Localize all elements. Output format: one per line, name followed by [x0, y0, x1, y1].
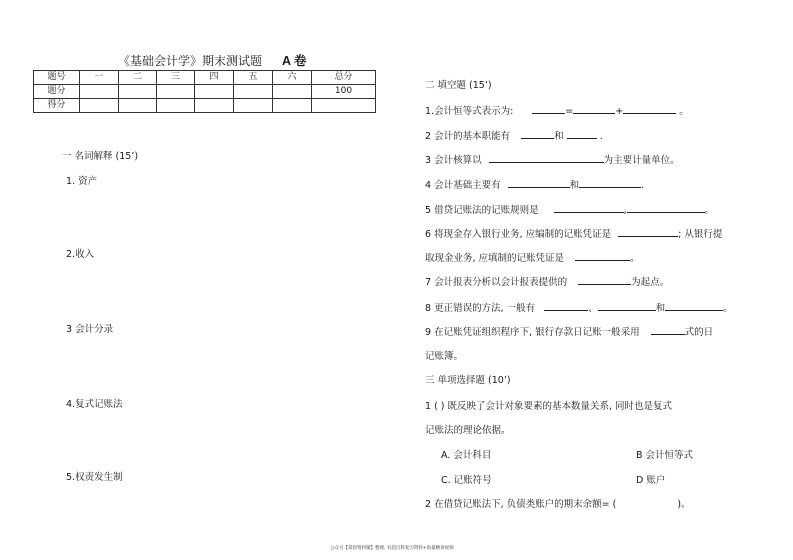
table-cell: 得分: [34, 99, 80, 113]
answer-blank[interactable]: [665, 301, 723, 311]
section2-heading-text: 二 填空题 (15’): [425, 80, 492, 91]
question-text: 1.会计恒等式表示为:: [425, 106, 514, 117]
answer-blank[interactable]: [532, 104, 565, 114]
question-text: 。: [630, 253, 640, 264]
answer-blank[interactable]: [598, 301, 656, 311]
question-text: 6 将现金存入银行业务, 应编制的记账凭证是: [425, 229, 612, 240]
fill-question-1: [425, 103, 689, 117]
fill-question-5: [425, 202, 714, 216]
section1-heading: 一 名词解释 (15’): [62, 151, 139, 162]
question-text: 4 会计基础主要有: [425, 180, 501, 191]
question-text: 为主要计量单位。: [603, 155, 680, 166]
answer-blank[interactable]: [554, 203, 624, 213]
exam-title-main: 《基础会计学》期末测试题: [118, 54, 263, 68]
fill-question-9-cont: [425, 348, 463, 362]
section2-heading: [425, 77, 492, 91]
section3-heading-text: 三 单项选择题 (10’): [425, 375, 511, 386]
question-text: ,: [623, 205, 627, 216]
question-text: ; 从银行提: [678, 229, 723, 240]
answer-blank[interactable]: [579, 178, 641, 188]
exam-variant: A 卷: [282, 54, 307, 68]
question-text: 8 更正错误的方法, 一般有: [425, 303, 536, 314]
answer-blank[interactable]: [623, 104, 676, 114]
question-text: 2 在借贷记账法下, 负债类账户的期末余额= (: [425, 499, 617, 510]
table-cell: [157, 99, 195, 113]
fill-question-6: [425, 226, 722, 240]
question-text: 3 会计核算以: [425, 155, 482, 166]
fill-question-9: [425, 324, 713, 338]
choice-question-2: [425, 496, 691, 510]
question-text: 、: [588, 303, 598, 314]
table-header: 总分: [312, 71, 376, 85]
table-header: 五: [234, 71, 273, 85]
option-d[interactable]: D 账户: [636, 475, 666, 486]
answer-blank[interactable]: [567, 129, 597, 139]
question-text: 和: [554, 131, 564, 142]
option-b[interactable]: B 会计恒等式: [636, 450, 694, 461]
answer-blank[interactable]: [508, 178, 570, 188]
table-cell: [157, 85, 195, 99]
table-cell: [119, 85, 157, 99]
term-item: 1. 资产: [66, 176, 98, 187]
table-header: 题号: [34, 71, 80, 85]
question-text: +: [615, 106, 624, 117]
exam-title: [118, 51, 307, 69]
fill-question-7: [425, 274, 669, 288]
answer-blank[interactable]: [627, 203, 705, 213]
fill-question-8: [425, 300, 733, 314]
table-cell: [312, 99, 376, 113]
question-text: 7 会计报表分析以会计报表提供的: [425, 277, 568, 288]
table-cell: [234, 85, 273, 99]
fill-question-6-cont: [425, 250, 640, 264]
table-cell: 题分: [34, 85, 80, 99]
table-header: 二: [119, 71, 157, 85]
option-a[interactable]: A. 会计科目: [441, 450, 492, 461]
option-c[interactable]: C. 记账符号: [441, 475, 492, 486]
fill-question-3: [425, 152, 680, 166]
answer-blank[interactable]: [573, 104, 615, 114]
question-text: 式的日: [684, 327, 714, 338]
answer-blank[interactable]: [521, 129, 554, 139]
answer-blank[interactable]: [544, 301, 588, 311]
score-table: [33, 70, 376, 113]
footer-note: 公众号【拿捏资料铺】整理, 有超百科复习资料+海量精讲视频: [330, 546, 454, 551]
table-row: [34, 99, 376, 113]
question-text: 和: [569, 180, 580, 191]
term-item: 3 会计分录: [66, 324, 114, 335]
question-text: 。: [723, 303, 733, 314]
table-header: 四: [195, 71, 234, 85]
section3-heading: [425, 372, 511, 386]
table-cell: [234, 99, 273, 113]
question-text: 2 会计的基本职能有: [425, 131, 511, 142]
choice-question-1: 1 ( ) 既反映了会计对象要素的基本数量关系, 同时也是复式: [425, 401, 673, 412]
table-cell: [195, 85, 234, 99]
table-header: 六: [273, 71, 312, 85]
table-cell: [273, 85, 312, 99]
term-item: 4.复式记账法: [66, 399, 123, 410]
table-cell: [195, 99, 234, 113]
answer-blank[interactable]: [575, 251, 630, 261]
score-table-header-row: [34, 71, 376, 85]
answer-blank[interactable]: [618, 227, 678, 237]
question-text: .: [599, 131, 603, 142]
question-text: =: [565, 106, 574, 117]
question-text: 。: [704, 205, 715, 216]
answer-blank[interactable]: [651, 325, 685, 335]
term-item: 2.收入: [66, 249, 95, 260]
term-item: 5.权责发生制: [66, 472, 123, 483]
question-text: 记账簿。: [425, 351, 464, 362]
table-cell: [80, 85, 119, 99]
answer-blank[interactable]: [578, 275, 631, 285]
fill-question-2: [425, 128, 603, 142]
question-text: 和: [655, 303, 666, 314]
question-text: 为起点。: [631, 277, 670, 288]
question-text: 。: [679, 106, 689, 117]
fill-question-4: [425, 177, 644, 191]
table-cell: 100: [312, 85, 376, 99]
choice-question-1-cont: 记账法的理论依据。: [425, 425, 511, 436]
question-text: .: [641, 180, 645, 191]
question-text: )。: [677, 499, 691, 510]
question-text: 取现金业务, 应填制的记账凭证是: [425, 253, 565, 264]
table-cell: [80, 99, 119, 113]
table-header: 三: [157, 71, 195, 85]
table-row: [34, 85, 376, 99]
answer-blank[interactable]: [489, 153, 604, 163]
table-header: 一: [80, 71, 119, 85]
table-cell: [273, 99, 312, 113]
table-cell: [119, 99, 157, 113]
question-text: 5 借贷记账法的记账规则是: [425, 205, 539, 216]
question-text: 9 在记账凭证组织程序下, 银行存款日记账一般采用: [425, 327, 640, 338]
